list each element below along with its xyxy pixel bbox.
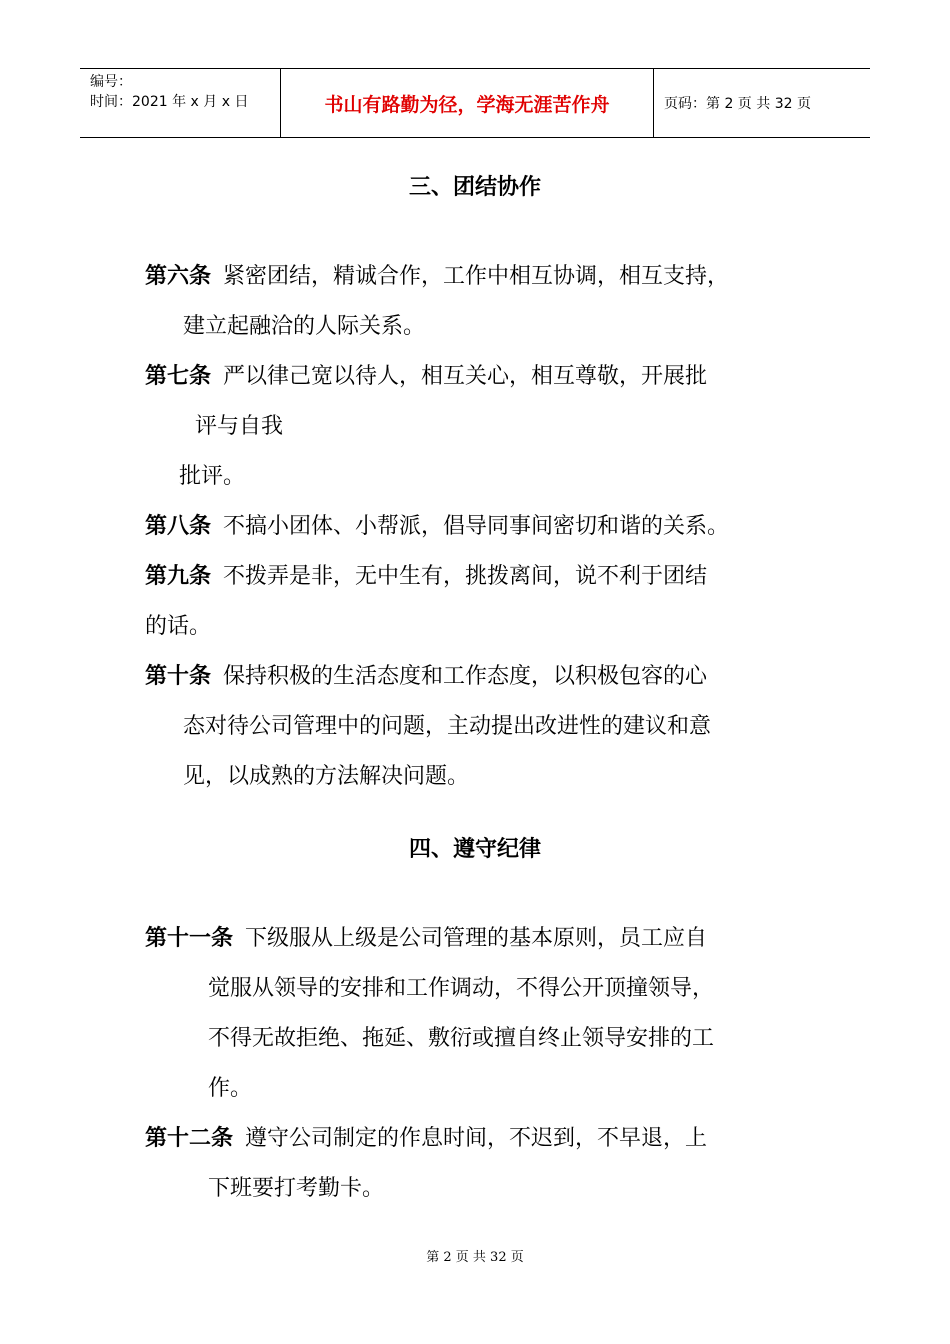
section-title: 四、遵守纪律 [408,837,541,862]
article-continuation: 的话。 [145,614,212,639]
article-line [145,262,729,292]
article-line [145,1124,707,1154]
article-label: 第六条 [145,264,212,289]
article-label: 第八条 [145,514,212,539]
article-text: 保持积极的生活态度和工作态度，以积极包容的心 [223,664,708,689]
article-label: 第十条 [145,664,212,689]
article-continuation: 不得无故拒绝、拖延、敷衍或擅自终止领导安排的工 [208,1026,715,1051]
number-label: 编号： [90,74,132,90]
time-label: 时间：2021 年 x 月 x 日 [90,94,249,110]
article-label: 第十一条 [145,926,234,951]
article-line [145,562,707,592]
article-continuation: 批评。 [179,464,246,489]
article-text: 遵守公司制定的作息时间，不迟到，不早退，上 [245,1126,708,1151]
article-text: 严以律己宽以待人，相互关心，相互尊敬，开展批 [223,364,708,389]
article-text: 下级服从上级是公司管理的基本原则，员工应自 [245,926,708,951]
article-label: 第十二条 [145,1126,234,1151]
article-line [145,662,707,692]
article-continuation: 见，以成熟的方法解决问题。 [183,764,470,789]
article-continuation: 下班要打考勤卡。 [208,1176,385,1201]
header-page-code: 页码：第 2 页 共 32 页 [664,96,811,112]
article-continuation: 作。 [208,1076,253,1101]
header-motto: 书山有路勤为径，学海无涯苦作舟 [324,93,610,116]
article-line [145,924,707,954]
article-continuation: 态对待公司管理中的问题，主动提出改进性的建议和意 [183,714,712,739]
article-continuation: 评与自我 [195,414,284,439]
header-motto-cell [281,69,654,137]
article-text: 紧密团结，精诚合作，工作中相互协调，相互支持， [223,264,730,289]
article-label: 第九条 [145,564,212,589]
header-meta-cell [80,69,281,137]
article-label: 第七条 [145,364,212,389]
article-continuation: 建立起融洽的人际关系。 [183,314,426,339]
page-footer: 第 2 页 共 32 页 [426,1250,524,1265]
section-title: 三、团结协作 [408,175,541,200]
header-page-cell [654,69,870,137]
article-text: 不拨弄是非，无中生有，挑拨离间，说不利于团结 [223,564,708,589]
article-line [145,362,707,392]
article-line [145,512,729,542]
article-text: 不搞小团体、小帮派，倡导同事间密切和谐的关系。 [223,514,730,539]
article-continuation: 觉服从领导的安排和工作调动，不得公开顶撞领导， [208,976,715,1001]
document-header [80,68,870,138]
